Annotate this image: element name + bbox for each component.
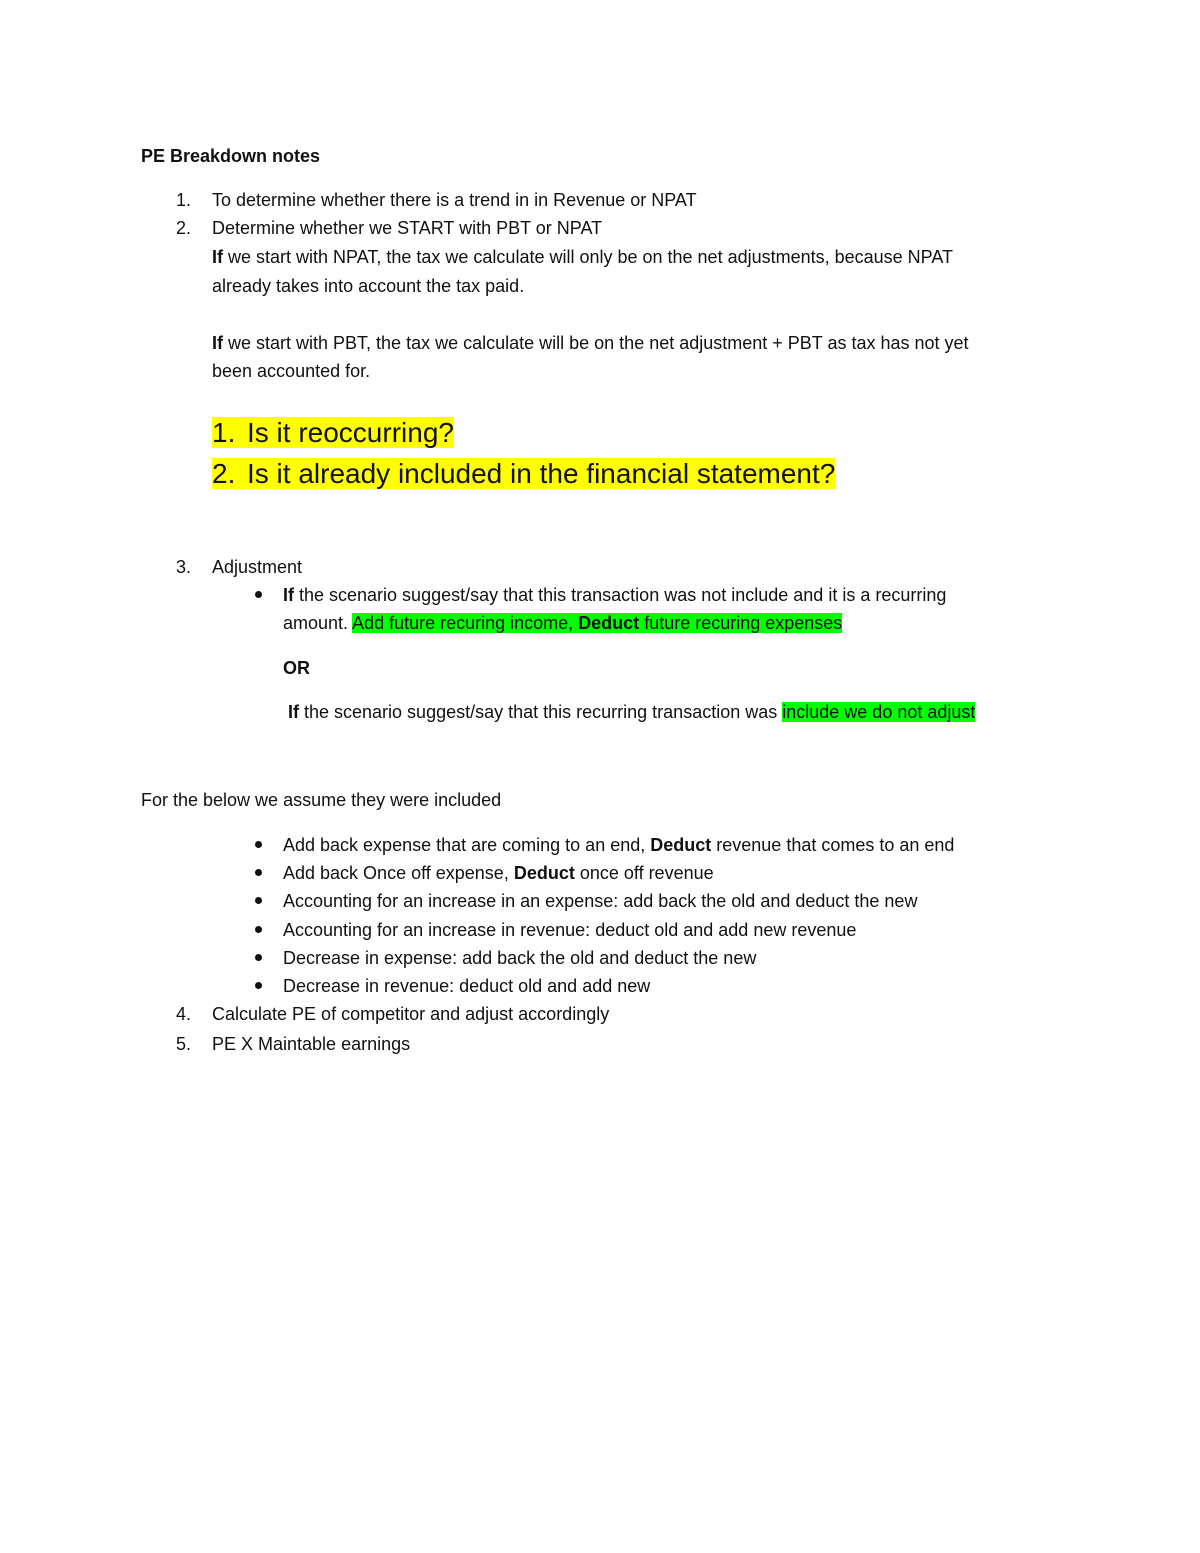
alt-highlight: include we do not adjust	[782, 702, 976, 722]
highlight-deduct: Deduct	[578, 613, 640, 633]
bullet-icon	[255, 954, 262, 961]
question-1-number: 1.	[212, 417, 236, 448]
assumption-text: For the below we assume they were included	[141, 790, 502, 810]
pbt-paragraph-line1	[212, 331, 969, 355]
question-1-text: Is it reoccurring?	[247, 417, 454, 448]
bullet-icon	[255, 591, 262, 598]
question-1	[212, 414, 454, 452]
adjustment-bullet-line1	[283, 583, 946, 607]
or-label: OR	[283, 658, 310, 678]
list-item-3-text: Adjustment	[212, 557, 303, 577]
assume-bullet-3: Accounting for an increase in an expense: add back the old and deduct the new	[283, 891, 918, 911]
alt-text: the scenario suggest/say that this recurring transaction was	[299, 702, 783, 722]
bullet-icon	[255, 926, 262, 933]
npat-if: If	[212, 247, 223, 267]
question-2	[212, 455, 835, 493]
list-number-2: 2.	[176, 218, 192, 238]
list-number-5: 5.	[176, 1034, 192, 1054]
question-1-highlight	[212, 417, 454, 448]
assume-bullet-1-pre: Add back expense that are coming to an end,	[283, 835, 651, 855]
adjustment-if: If	[283, 585, 294, 605]
question-2-text: Is it already included in the financial statement?	[247, 458, 836, 489]
list-number-3: 3.	[176, 557, 192, 577]
assume-bullet-5: Decrease in expense: add back the old and deduct the new	[283, 948, 757, 968]
page-title: PE Breakdown notes	[141, 146, 321, 166]
bullet-icon	[255, 982, 262, 989]
list-number-1: 1.	[176, 190, 192, 210]
question-2-highlight	[212, 458, 835, 489]
list-number-4: 4.	[176, 1004, 192, 1024]
pbt-if: If	[212, 333, 223, 353]
assume-bullet-2-deduct: Deduct	[513, 863, 575, 883]
list-item-2-text: Determine whether we START with PBT or NPAT	[212, 218, 603, 238]
assume-bullet-1	[283, 833, 954, 857]
bullet-icon	[255, 841, 262, 848]
highlight-part1: Add future recuring income,	[352, 613, 579, 633]
assume-bullet-1-post: revenue that comes to an end	[711, 835, 955, 855]
highlight-part2: future recuring expenses	[639, 613, 843, 633]
adjustment-line1-text: the scenario suggest/say that this transaction was not include and it is a recurring	[294, 585, 947, 605]
list-item-1-text: To determine whether there is a trend in in Revenue or NPAT	[212, 190, 697, 210]
bullet-icon	[255, 897, 262, 904]
assume-bullet-4: Accounting for an increase in revenue: deduct old and add new revenue	[283, 920, 857, 940]
assume-bullet-2-post: once off revenue	[574, 863, 714, 883]
alt-scenario-line	[288, 700, 975, 724]
list-item-5-text: PE X Maintable earnings	[212, 1034, 411, 1054]
assume-bullet-2-pre: Add back Once off expense,	[283, 863, 514, 883]
adjustment-bullet-line2	[283, 611, 842, 635]
assume-bullet-1-deduct: Deduct	[650, 835, 712, 855]
question-2-number: 2.	[212, 458, 236, 489]
pbt-paragraph-line2: been accounted for.	[212, 361, 371, 381]
npat-line1-text: we start with NPAT, the tax we calculate will only be on the net adjustments, because NPAT	[223, 247, 954, 267]
alt-if: If	[288, 702, 299, 722]
adjustment-line2-plain: amount.	[283, 613, 353, 633]
assume-bullet-2	[283, 861, 714, 885]
assume-bullet-6: Decrease in revenue: deduct old and add new	[283, 976, 651, 996]
bullet-icon	[255, 869, 262, 876]
npat-paragraph-line2: already takes into account the tax paid.	[212, 276, 525, 296]
npat-paragraph-line1	[212, 245, 953, 269]
list-item-4-text: Calculate PE of competitor and adjust accordingly	[212, 1004, 610, 1024]
adjustment-highlight	[352, 613, 842, 633]
pbt-line1-text: we start with PBT, the tax we calculate will be on the net adjustment + PBT as tax has not yet	[223, 333, 969, 353]
